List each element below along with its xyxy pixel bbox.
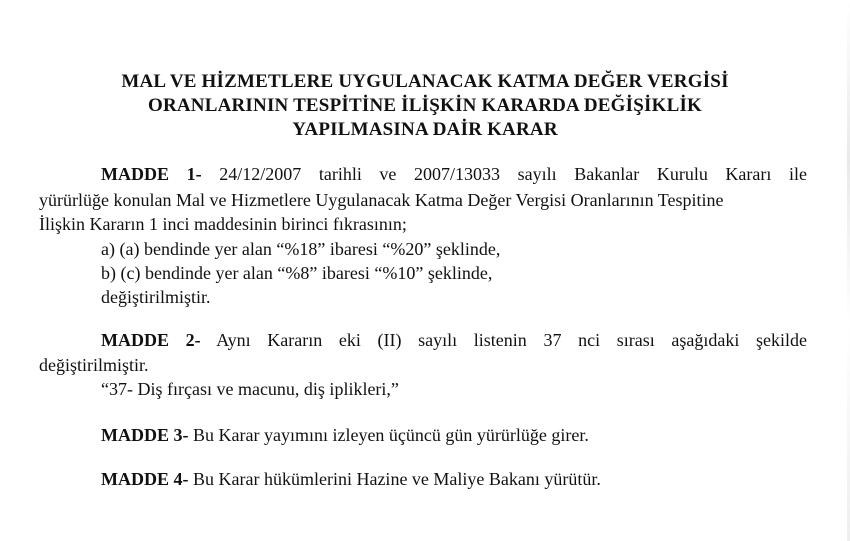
madde-1-item-a: a) (a) bendinde yer alan “%18” ibaresi “%20” şeklinde, bbox=[101, 239, 501, 259]
madde-4-label: MADDE 4- bbox=[101, 469, 189, 489]
madde-2-quote: “37- Diş fırçası ve macunu, diş iplikleri,” bbox=[101, 379, 399, 399]
madde-2-text-1: Aynı Kararın eki (II) sayılı listenin 37 nci sırası aşağıdaki şekilde bbox=[216, 330, 807, 350]
madde-3-text: Bu Karar yayımını izleyen üçüncü gün yürürlüğe girer. bbox=[193, 425, 589, 445]
title-line-1: MAL VE HİZMETLERE UYGULANACAK KATMA DEĞER VERGİSİ bbox=[121, 71, 729, 92]
madde-3-line bbox=[101, 424, 589, 446]
madde-1-text-1: 24/12/2007 tarihli ve 2007/13033 sayılı Bakanlar Kurulu Kararı ile bbox=[219, 164, 807, 184]
madde-1-closing: değiştirilmiştir. bbox=[101, 287, 211, 307]
madde-2-label: MADDE 2- bbox=[101, 330, 201, 350]
madde-2-line-1 bbox=[101, 329, 807, 351]
madde-4-text: Bu Karar hükümlerini Hazine ve Maliye Bakanı yürütür. bbox=[193, 469, 601, 489]
madde-1-item-b: b) (c) bendinde yer alan “%8” ibaresi “%10” şeklinde, bbox=[101, 263, 493, 283]
madde-1-line-1 bbox=[101, 163, 807, 185]
title-line-2: ORANLARININ TESPİTİNE İLİŞKİN KARARDA DEĞİŞİKLİK bbox=[147, 95, 703, 116]
madde-1-label: MADDE 1- bbox=[101, 164, 202, 184]
madde-1-line-2: yürürlüğe konulan Mal ve Hizmetlere Uygulanacak Katma Değer Vergisi Oranlarının Tespitine bbox=[39, 190, 724, 210]
title-line-3: YAPILMASINA DAİR KARAR bbox=[292, 119, 558, 140]
madde-2-line-2: değiştirilmiştir. bbox=[39, 355, 149, 375]
madde-3-label: MADDE 3- bbox=[101, 425, 189, 445]
madde-1-line-3: İlişkin Kararın 1 inci maddesinin birinci fıkrasının; bbox=[39, 214, 407, 234]
madde-4-line bbox=[101, 468, 601, 490]
